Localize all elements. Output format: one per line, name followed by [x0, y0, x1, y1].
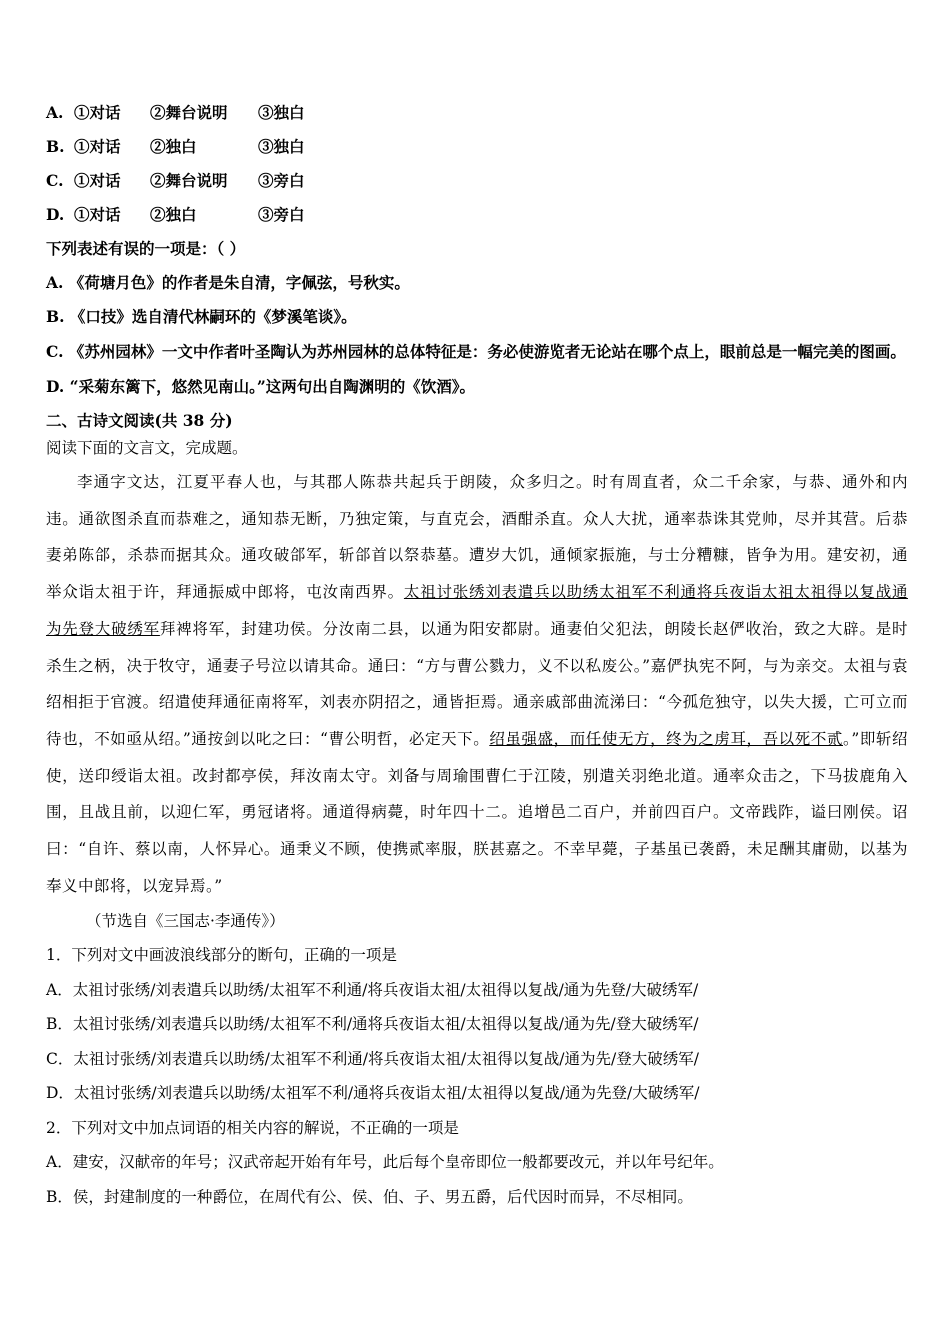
option-col-1: ①对话 [74, 171, 121, 190]
option-col-1: ①对话 [74, 205, 121, 224]
section-title: 二、古诗文阅读(共 38 分) [46, 411, 233, 430]
option-col-2: ②舞台说明 [150, 103, 228, 122]
question-2 [46, 1111, 908, 1215]
document-page [46, 96, 908, 1214]
options-block [46, 96, 908, 232]
q1-stem: 1．下列对文中画波浪线部分的断句，正确的一项是 [46, 946, 397, 965]
passage-source: （节选自《三国志·李通传》） [86, 912, 285, 931]
option-col-3: ③独白 [258, 137, 305, 156]
literature-question [46, 232, 908, 404]
classical-passage [46, 464, 908, 904]
option-a [46, 96, 908, 130]
option-col-3: ③旁白 [258, 205, 305, 224]
option-label: A. [46, 103, 64, 122]
passage-text-3: 。”即斩绍使，送印绶诣太祖。改封都亭侯，拜汝南太守。刘备与周瑜围曹仁于江陵，别遣关羽绝北道。通率众击之，下马拔鹿角入围，且战且前，以迎仁军，勇冠诸将。通道得病薨，时年四十二。追增邑二百户，并前四百户。文帝践阼，谥曰刚侯。诏曰：“自许、蔡以南，人怀异心。通秉义不顾，使携贰率服，朕甚嘉之。不幸早薨，子基虽已袭爵，未足酬其庸勋，以基为奉义中郎将，以宠异焉。” [46, 729, 908, 895]
section-intro: 阅读下面的文言文，完成题。 [46, 439, 248, 457]
q2-choice-a: A．建安，汉献帝的年号；汉武帝起开始有年号，此后每个皇帝即位一般都要改元，并以年号纪年。 [46, 1153, 724, 1172]
choice-c: C. 《苏州园林》一文中作者叶圣陶认为苏州园林的总体特征是：务必使游览者无论站在哪个点上，眼前总是一幅完美的图画。 [46, 342, 906, 361]
option-b [46, 130, 908, 164]
option-col-2: ②独白 [150, 137, 197, 156]
option-label: C. [46, 171, 64, 190]
q1-choice-c: C．太祖讨张绣/刘表遣兵以助绣/太祖军不利通/将兵夜诣太祖/太祖得以复战/通为先/登大破绣军/ [46, 1049, 699, 1068]
passage-text-1: 李通字文达，江夏平春人也，与其郡人陈恭共起兵于朗陵，众多归之。时有周直者，众二千余家，与恭、通外和内违。通欲图杀直而恭难之，通知恭无断，乃独定策，与直克会，酒酣杀直。众人大扰，通率恭诛其党帅，尽并其营。后恭妻弟陈郃，杀恭而据其众。通攻破郃军，斩郃首以祭恭墓。遭岁大饥，通倾家振施，与士分糟糠，皆争为用。建安初，通举众诣太祖于许，拜通振威中郎将，屯汝南西界。 [46, 473, 908, 602]
option-d [46, 198, 908, 232]
option-col-1: ①对话 [74, 137, 121, 156]
option-col-1: ①对话 [74, 103, 121, 122]
q1-choice-b: B．太祖讨张绣/刘表遣兵以助绣/太祖军不利/通将兵夜诣太祖/太祖得以复战/通为先/登大破绣军/ [46, 1015, 699, 1034]
q1-choice-a: A．太祖讨张绣/刘表遣兵以助绣/太祖军不利通/将兵夜诣太祖/太祖得以复战/通为先登/大破绣军/ [46, 980, 699, 999]
option-label: D. [46, 205, 65, 224]
passage-text-2: 拜裨将军，封建功侯。分汝南二县，以通为阳安都尉。通妻伯父犯法，朗陵长赵俨收治，致之大辟。是时杀生之柄，决于牧守，通妻子号泣以请其命。通曰：“方与曹公戮力，义不以私废公。”嘉俨执宪不阿，与为亲交。太祖与袁绍相拒于官渡。绍遣使拜通征南将军，刘表亦阴招之，通皆拒焉。通亲戚部曲流涕曰：“今孤危独守，以失大援，亡可立而待也，不如亟从绍。”通按剑以叱之曰：“曹公明哲，必定天下。 [46, 619, 908, 748]
q2-choice-b: B．侯，封建制度的一种爵位，在周代有公、侯、伯、子、男五爵，后代因时而异，不尽相同。 [46, 1187, 693, 1206]
q2-stem: 2．下列对文中加点词语的相关内容的解说，不正确的一项是 [46, 1118, 459, 1137]
choice-d: D. “采菊东篱下，悠然见南山。”这两句出自陶渊明的《饮酒》。 [46, 377, 476, 396]
option-c [46, 164, 908, 198]
option-label: B. [46, 137, 65, 156]
option-col-2: ②独白 [150, 205, 197, 224]
option-col-2: ②舞台说明 [150, 171, 228, 190]
question-stem: 下列表述有误的一项是：（ ） [46, 239, 246, 258]
underlined-sentence: 绍虽强盛，而任使无方，终为之虏耳，吾以死不贰 [489, 729, 843, 748]
option-col-3: ③旁白 [258, 171, 305, 190]
choice-b: B. 《口技》选自清代林嗣环的《梦溪笔谈》。 [46, 307, 357, 326]
q1-choice-d: D．太祖讨张绣/刘表遣兵以助绣/太祖军不利/通将兵夜诣太祖/太祖得以复战/通为先登/大破绣军/ [46, 1084, 700, 1103]
choice-a: A. 《荷塘月色》的作者是朱自清，字佩弦，号秋实。 [46, 273, 410, 292]
option-col-3: ③独白 [258, 103, 305, 122]
question-1 [46, 938, 908, 1111]
wavy-underlined-text: 太祖讨张绣刘表遣兵以助绣太祖军不利通将兵夜诣太祖太祖得以复战通为先登大破绣军 [46, 583, 908, 638]
